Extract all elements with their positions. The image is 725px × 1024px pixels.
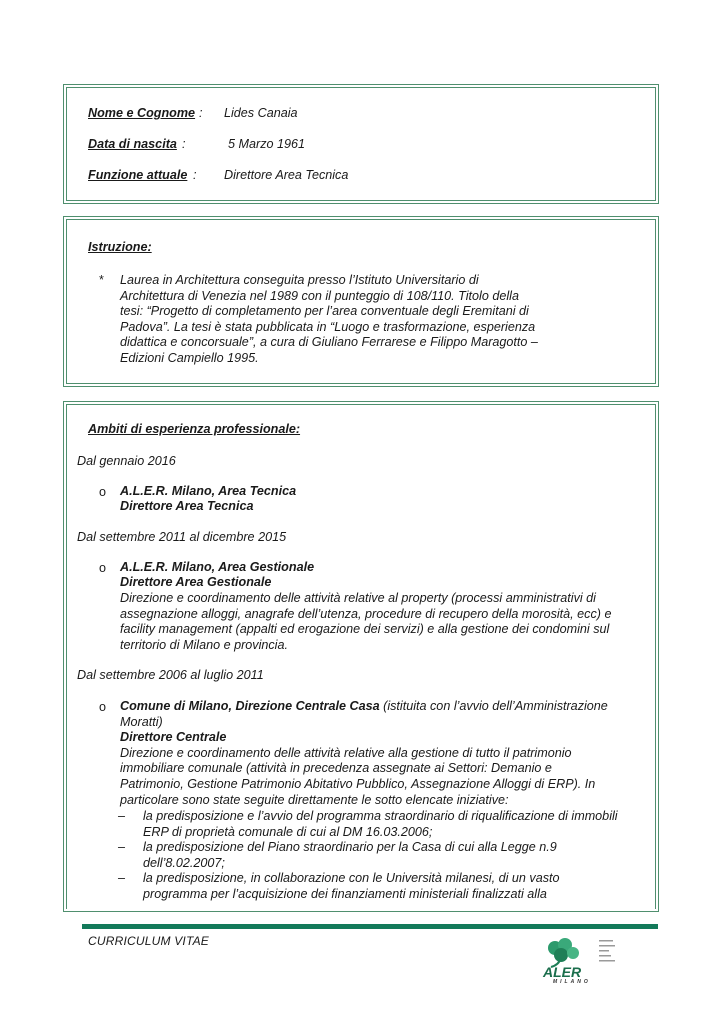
education-text: Laurea in Architettura conseguita presso l’Istituto Universitario di Architettura di Venezia nel 1989 con il punteggio di 108/110. Titolo della tesi: “Progetto di completamento per l’area conventuale degli Eremitani di Padova”. La tesi è stata pubblicata in “Luogo e trasformazione, esperienza didattica e concorsuale”, a cura di Giuliano Ferrarese e Filippo Maragotto – Edizioni Campiello 1995. bbox=[120, 273, 538, 365]
logo-text: ALER bbox=[543, 964, 582, 980]
dash-bullet-icon: – bbox=[118, 871, 126, 885]
education-bullet: * bbox=[99, 273, 104, 287]
name-value: Lides Canaia bbox=[224, 106, 298, 120]
experience-heading: Ambiti di esperienza professionale: bbox=[88, 422, 301, 436]
org-name: A.L.E.R. Milano, Area Gestionale bbox=[120, 560, 315, 574]
logo-subtext: MILANO bbox=[553, 979, 591, 984]
list-item: la predisposizione e l’avvio del programma straordinario di riqualificazione di immobili ERP di proprietà comunale di cui al DM 16.03.2006; bbox=[143, 809, 618, 839]
org-note: (istituita con l’avvio dell’Amministrazione bbox=[383, 699, 608, 713]
role-label: Funzione attuale bbox=[88, 168, 188, 182]
org-name: A.L.E.R. Milano, Area Tecnica bbox=[120, 484, 297, 498]
org-line: Comune di Milano, Direzione Centrale Casa (istituita con l’avvio dell’Amministrazione Moratti) Direttore Centrale Direzione e coordinamento delle attività relative alla gestione di tutto il patrimonio immobiliare comunale (attività in precedenza assegnate ai Settori: Demanio e Patrimonio, Gestione Patrimonio Abitativo Pubblico, Assegnazione Alloggi di ERP). In particolare sono state seguite direttamente le sotto elencate iniziative: bbox=[120, 699, 651, 808]
footer-divider bbox=[82, 924, 658, 929]
circle-bullet-icon: o bbox=[99, 561, 107, 575]
education-heading: Istruzione: bbox=[88, 240, 152, 254]
list-item: la predisposizione del Piano straordinario per la Casa di cui alla Legge n.9 dell’8.02.2007; bbox=[143, 840, 557, 870]
name-label: Nome e Cognome bbox=[88, 106, 196, 120]
role-title: Direttore Area Tecnica bbox=[120, 499, 254, 513]
circle-bullet-icon: o bbox=[99, 700, 107, 714]
aler-logo bbox=[541, 936, 633, 984]
birth-value: 5 Marzo 1961 bbox=[228, 137, 306, 151]
role-description: Direzione e coordinamento delle attività relative al property (processi amministrativi di assegnazione alloggi, anagrafe dell’utenza, procedure di recupero della morosità, ecc) e facility management (appalti ed erogazione dei servizi) e alla gestione dei condomini sul territorio di Milano e provincia. bbox=[120, 591, 612, 652]
circle-bullet-icon: o bbox=[99, 485, 107, 499]
org-name: Comune di Milano, Direzione Centrale Casa bbox=[120, 699, 380, 713]
period-date: Dal settembre 2011 al dicembre 2015 bbox=[77, 530, 287, 544]
role-value: Direttore Area Tecnica bbox=[224, 168, 349, 182]
dash-bullet-icon: – bbox=[118, 840, 126, 854]
period-date: Dal gennaio 2016 bbox=[77, 454, 176, 468]
period-date: Dal settembre 2006 al luglio 2011 bbox=[77, 668, 264, 682]
footer-text: CURRICULUM VITAE bbox=[88, 934, 209, 948]
birth-label: Data di nascita bbox=[88, 137, 177, 151]
list-item: la predisposizione, in collaborazione con le Università milanesi, di un vasto programma per l’acquisizione dei finanziamenti ministeriali finalizzati alla bbox=[143, 871, 560, 901]
role-title: Direttore Centrale bbox=[120, 730, 227, 745]
role-title: Direttore Area Gestionale bbox=[120, 575, 272, 589]
dash-bullet-icon: – bbox=[118, 809, 126, 823]
